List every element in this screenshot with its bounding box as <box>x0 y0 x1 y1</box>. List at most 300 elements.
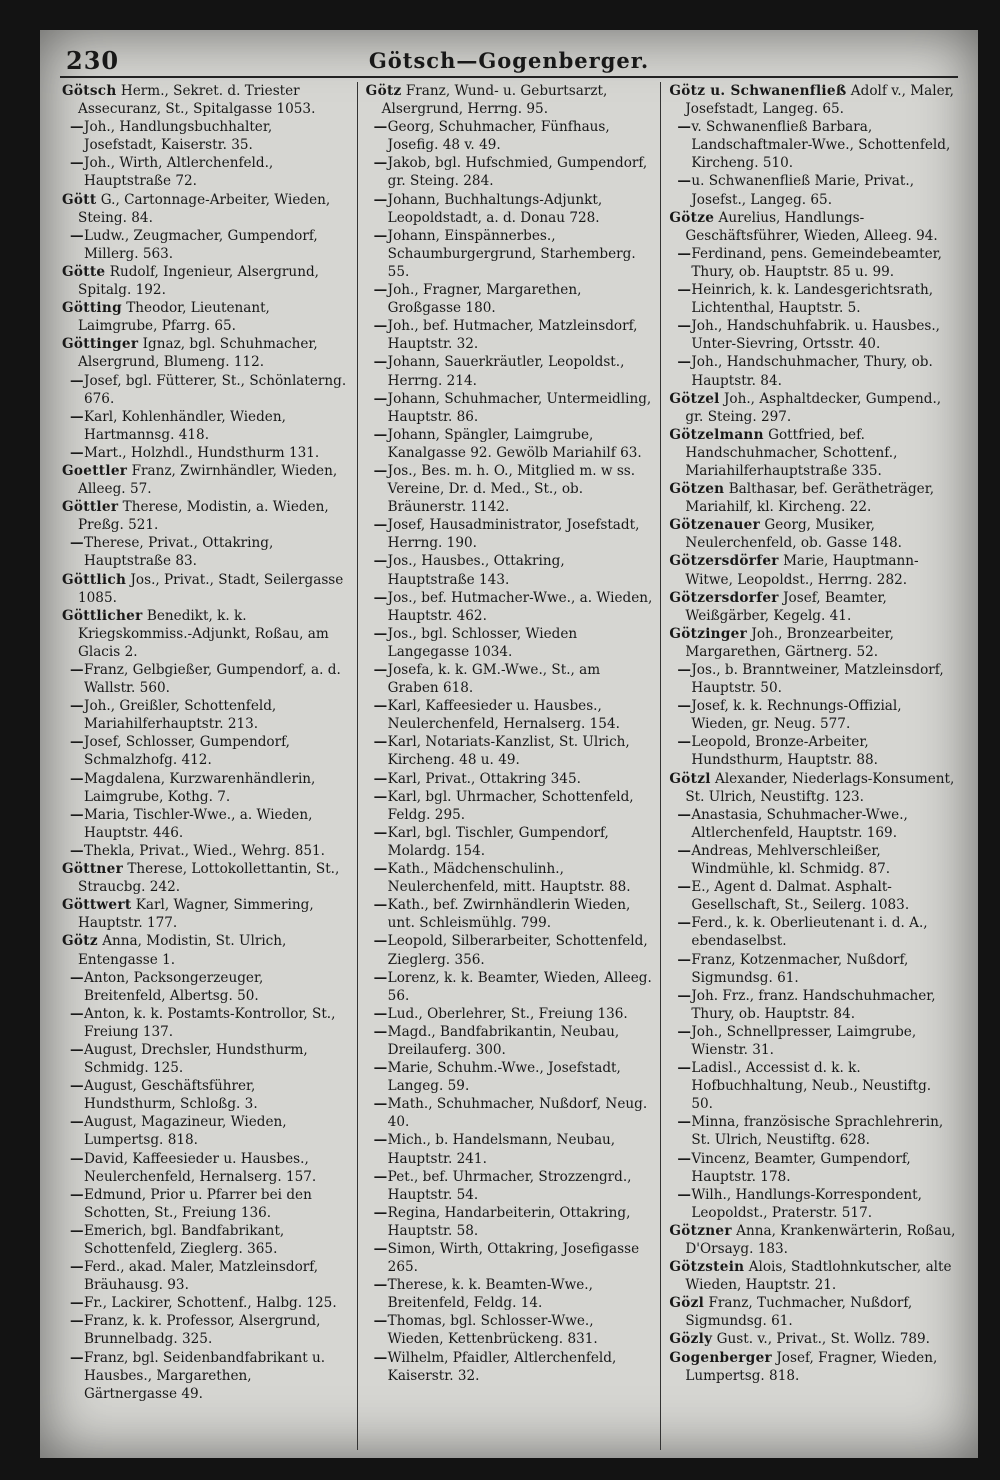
entry-text: Edmund, Prior u. Pfarrer bei den Schotten, St., Freiung 136. <box>84 1186 312 1221</box>
ditto-dash: — <box>677 698 691 715</box>
ditto-dash: — <box>373 119 388 136</box>
directory-entry <box>62 969 349 1005</box>
entry-surname: Götsch <box>62 83 117 99</box>
ditto-dash: — <box>373 318 388 335</box>
directory-entry <box>669 1222 956 1258</box>
directory-entry <box>669 1113 956 1149</box>
directory-entry <box>366 1240 653 1276</box>
ditto-dash: — <box>373 969 388 986</box>
directory-entry <box>62 1294 349 1312</box>
entry-text: Herm., Sekret. d. Triester Assecuranz, St., Spitalgasse 1053. <box>78 83 316 118</box>
ditto-dash: — <box>373 155 388 172</box>
entry-text: Vincenz, Beamter, Gumpendorf, Hauptstr. 178. <box>691 1150 911 1185</box>
entry-text: Adolf v., Maler, Josefstadt, Langeg. 65. <box>685 83 954 118</box>
ditto-dash: — <box>70 1186 84 1203</box>
directory-entry <box>366 390 653 426</box>
entry-text: Franz, bgl. Seidenbandfabrikant u. Hausbes., Margarethen, Gärtnergasse 49. <box>84 1349 326 1402</box>
directory-entry <box>669 209 956 245</box>
ditto-dash: — <box>677 318 691 335</box>
entry-surname: Götz <box>62 933 98 950</box>
entry-text: Joh., Fragner, Margarethen, Großgasse 180. <box>387 282 582 317</box>
directory-entry <box>366 1349 653 1385</box>
directory-entry <box>669 589 956 625</box>
directory-entry <box>669 82 956 118</box>
ditto-dash: — <box>70 806 84 823</box>
entry-surname: Göttlich <box>62 571 127 588</box>
directory-entry <box>366 1005 653 1023</box>
entry-text: Johann, Sauerkräutler, Leopoldst., Herrng. 214. <box>387 354 625 389</box>
entry-text: Joh., Wirth, Altlerchenfeld., Hauptstraße 72. <box>84 155 274 190</box>
entry-text: Franz, Wund- u. Geburtsarzt, Alsergrund, Herrng. 95. <box>381 83 608 118</box>
ditto-dash: — <box>70 698 84 715</box>
entry-text: Andreas, Mehlverschleißer, Windmühle, kl. Schmidg. 87. <box>691 842 891 878</box>
directory-entry <box>669 770 956 806</box>
entry-text: Johann, Spängler, Laimgrube, Kanalgasse 92. Gewölb Mariahilf 63. <box>387 426 642 461</box>
entry-text: Therese, Privat., Ottakring, Hauptstraße 83. <box>84 535 274 570</box>
column-middle <box>357 82 661 1450</box>
entry-text: Alois, Stadtlohnkutscher, alte Wieden, Hauptstr. 21. <box>685 1259 952 1294</box>
directory-entry <box>366 281 653 317</box>
directory-entry <box>366 227 653 281</box>
entry-text: Johann, Buchhaltungs-Adjunkt, Leopoldstadt, a. d. Donau 728. <box>387 191 603 226</box>
ditto-dash: — <box>373 662 388 678</box>
entry-surname: Göttwert <box>62 897 132 914</box>
ditto-dash: — <box>70 1259 84 1276</box>
directory-entry <box>669 842 956 878</box>
directory-entry <box>62 896 349 932</box>
entry-surname: Götze <box>669 209 715 226</box>
entry-text: Joh., bef. Hutmacher, Matzleinsdorf, Hauptstr. 32. <box>387 318 638 353</box>
ditto-dash: — <box>373 1060 388 1077</box>
entry-text: Anastasia, Schuhmacher-Wwe., Altlerchenfeld, Hauptstr. 169. <box>691 806 908 841</box>
ditto-dash: — <box>70 1041 84 1058</box>
entry-text: Magd., Bandfabrikantin, Neubau, Dreilauferg. 300. <box>387 1023 620 1058</box>
ditto-dash: — <box>70 662 84 678</box>
directory-page <box>40 30 978 1458</box>
ditto-dash: — <box>70 1313 84 1330</box>
entry-surname: Götting <box>62 300 122 317</box>
ditto-dash: — <box>373 1349 388 1366</box>
directory-entry <box>62 444 349 462</box>
entry-text: v. Schwanenfließ Barbara, Landschaftmaler-Wwe., Schottenfeld, Kircheng. 510. <box>691 119 951 172</box>
directory-entry <box>62 227 349 263</box>
entry-text: Wilh., Handlungs-Korrespondent, Leopoldst., Praterstr. 517. <box>691 1186 922 1221</box>
entry-text: Jos., Bes. m. h. O., Mitglied m. w ss. Vereine, Dr. d. Med., St., ob. Bräunerstr. 1142. <box>387 462 636 516</box>
entry-text: E., Agent d. Dalmat. Asphalt-Gesellschaft, St., Seilerg. 1083. <box>691 879 910 914</box>
directory-entry <box>669 1186 956 1222</box>
directory-entry <box>62 1222 349 1258</box>
directory-entry <box>669 661 956 697</box>
entry-surname: Götzelmann <box>669 426 764 443</box>
entry-text: Jos., bef. Hutmacher-Wwe., a. Wieden, Hauptstr. 462. <box>387 589 653 624</box>
ditto-dash: — <box>373 191 388 208</box>
ditto-dash: — <box>70 842 84 859</box>
directory-entry <box>366 516 653 552</box>
directory-entry <box>366 969 653 1005</box>
ditto-dash: — <box>677 245 691 262</box>
directory-entry <box>62 806 349 842</box>
entry-surname: Gözly <box>669 1331 713 1348</box>
entry-text: Karl, Notariats-Kanzlist, St. Ulrich, Kircheng. 48 u. 49. <box>387 734 630 769</box>
ditto-dash: — <box>677 354 691 371</box>
entry-text: Jos., Privat., Stadt, Seilergasse 1085. <box>78 571 344 606</box>
ditto-dash: — <box>677 734 691 751</box>
entry-text: Joh., Greißler, Schottenfeld, Mariahilferhauptstr. 213. <box>84 698 277 733</box>
directory-entry <box>62 299 349 335</box>
entry-surname: Gözl <box>669 1295 705 1312</box>
entry-text: Josef, bgl. Fütterer, St., Schönlaterng. 676. <box>84 372 347 407</box>
directory-entry <box>62 335 349 371</box>
entry-text: Joh. Frz., franz. Handschuhmacher, Thury, ob. Hauptstr. 84. <box>691 987 936 1022</box>
entry-text: Karl, Wagner, Simmering, Hauptstr. 177. <box>78 897 314 932</box>
directory-entry <box>62 932 349 968</box>
entry-text: Jos., b. Branntweiner, Matzleinsdorf, Hauptstr. 50. <box>691 662 944 697</box>
entry-text: Franz, Gelbgießer, Gumpendorf, a. d. Wallstr. 560. <box>84 662 341 697</box>
directory-entry <box>366 860 653 896</box>
entry-surname: Götzenauer <box>669 517 761 534</box>
directory-entry <box>366 1168 653 1204</box>
directory-entry <box>366 353 653 389</box>
ditto-dash: — <box>70 408 84 425</box>
entry-text: Josef, Hausadministrator, Josefstadt, Herrng. 190. <box>387 517 640 552</box>
ditto-dash: — <box>373 1241 388 1257</box>
directory-entry <box>669 1258 956 1294</box>
entry-text: Karl, Kohlenhändler, Wieden, Hartmannsg. 418. <box>84 408 286 443</box>
entry-surname: Götzersdörfer <box>669 553 779 570</box>
directory-entry <box>366 82 653 118</box>
entry-text: August, Geschäftsführer, Hundsthurm, Schloßg. 3. <box>84 1078 258 1113</box>
directory-entry <box>62 408 349 444</box>
directory-entry <box>62 1077 349 1113</box>
directory-entry <box>62 1150 349 1186</box>
ditto-dash: — <box>677 951 691 968</box>
entry-text: Ferd., akad. Maler, Matzleinsdorf, Bräuhausg. 93. <box>84 1259 319 1294</box>
entry-text: Josef, Beamter, Weißgärber, Kegelg. 41. <box>685 589 887 624</box>
directory-entry <box>669 1150 956 1186</box>
directory-entry <box>62 1005 349 1041</box>
directory-entry <box>366 1059 653 1095</box>
directory-entry <box>366 1312 653 1348</box>
directory-entry <box>669 516 956 552</box>
entry-text: Regina, Handarbeiterin, Ottakring, Hauptstr. 58. <box>387 1204 631 1239</box>
entry-text: Karl, Privat., Ottakring 345. <box>387 770 581 787</box>
page-header <box>60 46 958 78</box>
entry-text: Josefa, k. k. GM.-Wwe., St., am Graben 618. <box>387 662 601 697</box>
ditto-dash: — <box>373 1204 388 1221</box>
entry-text: Minna, französische Sprachlehrerin, St. Ulrich, Neustiftg. 628. <box>691 1114 944 1149</box>
ditto-dash: — <box>677 173 691 190</box>
ditto-dash: — <box>677 1150 691 1167</box>
entry-surname: Götzner <box>669 1222 732 1239</box>
directory-entry <box>669 390 956 426</box>
directory-entry <box>62 860 349 896</box>
entry-text: Pet., bef. Uhrmacher, Strozzengrd., Hauptstr. 54. <box>387 1168 632 1203</box>
ditto-dash: — <box>70 969 84 986</box>
directory-entry <box>366 896 653 932</box>
ditto-dash: — <box>70 535 84 552</box>
directory-entry <box>366 824 653 860</box>
entry-text: Karl, bgl. Tischler, Gumpendorf, Molardg. 154. <box>387 824 609 859</box>
directory-entry <box>669 172 956 208</box>
directory-entry <box>366 661 653 697</box>
entry-surname: Götzinger <box>669 625 748 642</box>
directory-entry <box>366 1095 653 1131</box>
directory-entry <box>366 770 653 788</box>
ditto-dash: — <box>70 1078 84 1095</box>
ditto-dash: — <box>677 987 691 1004</box>
directory-entry <box>669 625 956 661</box>
entry-text: Franz, Tuchmacher, Nußdorf, Sigmundsg. 61. <box>685 1295 913 1330</box>
directory-entry <box>62 697 349 733</box>
ditto-dash: — <box>70 372 84 389</box>
entry-surname: Gött <box>62 191 97 208</box>
ditto-dash: — <box>373 1277 388 1294</box>
directory-entry <box>669 1059 956 1113</box>
directory-entry <box>62 154 349 190</box>
entry-text: Kath., bef. Zwirnhändlerin Wieden, unt. Schleismühlg. 799. <box>387 897 631 932</box>
entry-surname: Göttner <box>62 861 124 878</box>
entry-text: Rudolf, Ingenieur, Alsergrund, Spitalg. 192. <box>78 263 319 299</box>
entry-surname: Götzl <box>669 770 711 787</box>
entry-text: Kath., Mädchenschulinh., Neulerchenfeld, mitt. Hauptstr. 88. <box>387 861 631 896</box>
ditto-dash: — <box>373 553 388 570</box>
entry-surname: Götte <box>62 263 106 280</box>
directory-entry <box>669 914 956 950</box>
ditto-dash: — <box>373 788 388 805</box>
ditto-dash: — <box>373 1168 388 1185</box>
ditto-dash: — <box>70 1222 84 1239</box>
entry-surname: Götzersdorfer <box>669 589 779 606</box>
directory-entry <box>366 1023 653 1059</box>
entry-text: Therese, Lottokollettantin, St., Straucbg. 242. <box>78 861 340 896</box>
ditto-dash: — <box>70 155 84 172</box>
entry-text: Balthasar, bef. Gerätheträger, Mariahilf, kl. Kircheng. 22. <box>685 481 935 516</box>
ditto-dash: — <box>373 390 388 407</box>
entry-text: Johann, Einspännerbes., Schaumburgergrund, Starhemberg. 55. <box>387 227 636 280</box>
ditto-dash: — <box>677 1060 691 1077</box>
entry-text: Maria, Tischler-Wwe., a. Wieden, Hauptstr. 446. <box>84 806 313 841</box>
entry-surname: Gogenberger <box>669 1349 772 1366</box>
column-right <box>660 82 964 1450</box>
directory-entry <box>62 462 349 498</box>
ditto-dash: — <box>677 662 691 678</box>
entry-text: Ferd., k. k. Oberlieutenant i. d. A., ebendaselbst. <box>691 915 928 950</box>
ditto-dash: — <box>373 517 388 534</box>
entry-text: Ladisl., Accessist d. k. k. Hofbuchhaltung, Neub., Neustiftg. 50. <box>691 1060 932 1113</box>
directory-entry <box>366 118 653 154</box>
columns <box>54 82 964 1450</box>
entry-text: Therese, k. k. Beamten-Wwe., Breitenfeld, Feldg. 14. <box>387 1277 593 1312</box>
ditto-dash: — <box>373 589 388 606</box>
directory-entry <box>669 552 956 588</box>
entry-text: Magdalena, Kurzwarenhändlerin, Laimgrube, Kothg. 7. <box>84 770 316 805</box>
directory-entry <box>62 733 349 769</box>
directory-entry <box>62 1041 349 1077</box>
ditto-dash: — <box>677 1023 691 1040</box>
directory-entry <box>366 552 653 588</box>
directory-entry <box>669 118 956 172</box>
directory-entry <box>669 987 956 1023</box>
ditto-dash: — <box>373 770 388 787</box>
entry-text: Joh., Bronzearbeiter, Margarethen, Gärtnerg. 52. <box>685 625 894 660</box>
entry-surname: Götz u. Schwanenfließ <box>669 83 847 99</box>
entry-text: Simon, Wirth, Ottakring, Josefigasse 265. <box>387 1241 640 1276</box>
directory-entry <box>62 571 349 607</box>
entry-text: Franz, Kotzenmacher, Nußdorf, Sigmundsg. 61. <box>691 951 909 986</box>
directory-entry <box>366 1276 653 1312</box>
directory-entry <box>669 245 956 281</box>
directory-entry <box>669 1023 956 1059</box>
ditto-dash: — <box>373 933 388 950</box>
directory-entry <box>366 317 653 353</box>
entry-surname: Göttlicher <box>62 607 143 624</box>
ditto-dash: — <box>70 770 84 787</box>
entry-text: Jakob, bgl. Hufschmied, Gumpendorf, gr. Steing. 284. <box>387 155 648 190</box>
directory-entry <box>366 462 653 516</box>
ditto-dash: — <box>373 462 388 479</box>
ditto-dash: — <box>373 1096 388 1113</box>
entry-text: Karl, bgl. Uhrmacher, Schottenfeld, Feldg. 295. <box>387 788 634 823</box>
directory-entry <box>366 1204 653 1240</box>
ditto-dash: — <box>677 806 691 823</box>
directory-entry <box>669 480 956 516</box>
entry-text: Lud., Oberlehrer, St., Freiung 136. <box>387 1005 628 1022</box>
directory-entry <box>62 1312 349 1348</box>
directory-entry <box>62 1258 349 1294</box>
entry-text: Josef, Schlosser, Gumpendorf, Schmalzhofg. 412. <box>84 734 290 769</box>
ditto-dash: — <box>373 426 388 443</box>
ditto-dash: — <box>373 282 388 299</box>
entry-text: Jos., Hausbes., Ottakring, Hauptstraße 143. <box>387 553 565 588</box>
entry-text: David, Kaffeesieder u. Hausbes., Neulerchenfeld, Hernalserg. 157. <box>84 1150 317 1185</box>
page-number: 230 <box>66 46 120 75</box>
ditto-dash: — <box>373 734 388 751</box>
directory-entry <box>62 534 349 570</box>
directory-entry <box>669 353 956 389</box>
entry-text: Georg, Musiker, Neulerchenfeld, ob. Gasse 148. <box>685 517 902 552</box>
entry-surname: Götzstein <box>669 1259 745 1276</box>
entry-text: Leopold, Bronze-Arbeiter, Hundsthurm, Hauptstr. 88. <box>691 734 878 769</box>
directory-entry <box>366 788 653 824</box>
entry-text: August, Drechsler, Hundsthurm, Schmidg. 125. <box>84 1041 308 1077</box>
entry-text: Ferdinand, pens. Gemeindebeamter, Thury, ob. Hauptstr. 85 u. 99. <box>691 245 942 280</box>
entry-text: Anton, Packsongerzeuger, Breitenfeld, Albertsg. 50. <box>84 969 264 1004</box>
entry-text: Mart., Holzhdl., Hundsthurm 131. <box>84 444 320 461</box>
entry-text: Leopold, Silberarbeiter, Schottenfeld, Zieglerg. 356. <box>387 933 648 968</box>
directory-entry <box>62 661 349 697</box>
ditto-dash: — <box>373 897 388 914</box>
directory-entry <box>366 733 653 769</box>
entry-text: Josef, Fragner, Wieden, Lumpertsg. 818. <box>685 1349 938 1384</box>
entry-text: Ludw., Zeugmacher, Gumpendorf, Millerg. 563. <box>84 227 318 262</box>
entry-text: G., Cartonnage-Arbeiter, Wieden, Steing. 84. <box>78 191 331 226</box>
entry-text: Karl, Kaffeesieder u. Hausbes., Neulerchenfeld, Hernalserg. 154. <box>387 698 620 733</box>
ditto-dash: — <box>373 861 388 878</box>
directory-entry <box>669 733 956 769</box>
ditto-dash: — <box>70 227 84 244</box>
entry-surname: Göttler <box>62 499 119 516</box>
entry-text: Marie, Schuhm.-Wwe., Josefstadt, Langeg. 59. <box>387 1060 621 1095</box>
entry-text: Joh., Asphaltdecker, Gumpend., gr. Steing. 297. <box>685 390 942 425</box>
entry-text: Gust. v., Privat., St. Wollz. 789. <box>716 1331 930 1348</box>
entry-text: Georg, Schuhmacher, Fünfhaus, Josefig. 48 v. 49. <box>387 119 610 154</box>
ditto-dash: — <box>70 119 84 136</box>
entry-surname: Götzen <box>669 481 725 498</box>
directory-entry <box>669 951 956 987</box>
directory-entry <box>669 426 956 480</box>
directory-entry <box>62 498 349 534</box>
ditto-dash: — <box>373 1132 388 1149</box>
entry-text: Joh., Schnellpresser, Laimgrube, Wienstr. 31. <box>691 1023 917 1058</box>
column-left <box>54 82 357 1450</box>
entry-text: Josef, k. k. Rechnungs-Offizial, Wieden, gr. Neug. 577. <box>691 698 902 733</box>
ditto-dash: — <box>373 625 388 642</box>
ditto-dash: — <box>70 1114 84 1131</box>
entry-text: Lorenz, k. k. Beamter, Wieden, Alleeg. 56. <box>387 969 652 1004</box>
entry-text: Benedikt, k. k. Kriegskommiss.-Adjunkt, Roßau, am Glacis 2. <box>78 607 329 660</box>
ditto-dash: — <box>70 1005 84 1022</box>
directory-entry <box>62 1113 349 1149</box>
directory-entry <box>366 932 653 968</box>
directory-entry <box>669 878 956 914</box>
entry-text: Anton, k. k. Postamts-Kontrollor, St., Freiung 137. <box>84 1005 336 1040</box>
entry-surname: Götzel <box>669 390 720 407</box>
ditto-dash: — <box>677 119 691 136</box>
entry-surname: Göttinger <box>62 336 139 353</box>
ditto-dash: — <box>70 1349 84 1366</box>
entry-surname: Goettler <box>62 462 128 479</box>
ditto-dash: — <box>677 879 691 896</box>
ditto-dash: — <box>677 1186 691 1203</box>
entry-text: Heinrich, k. k. Landesgerichtsrath, Lichtenthal, Hauptstr. 5. <box>691 282 934 317</box>
entry-text: Emerich, bgl. Bandfabrikant, Schottenfeld, Zieglerg. 365. <box>84 1222 285 1257</box>
entry-text: Anna, Krankenwärterin, Roßau, D'Orsayg. 183. <box>685 1222 956 1257</box>
entry-text: Marie, Hauptmann-Witwe, Leopoldst., Herrng. 282. <box>685 553 919 588</box>
entry-text: Theodor, Lieutenant, Laimgrube, Pfarrg. 65. <box>78 300 270 335</box>
directory-entry <box>669 1330 956 1348</box>
directory-entry <box>62 1186 349 1222</box>
ditto-dash: — <box>373 698 388 715</box>
entry-text: Wilhelm, Pfaidler, Altlerchenfeld, Kaiserstr. 32. <box>387 1349 617 1384</box>
directory-entry <box>62 770 349 806</box>
entry-text: Joh., Handlungsbuchhalter, Josefstadt, Kaiserstr. 35. <box>84 119 273 154</box>
directory-entry <box>62 372 349 408</box>
entry-text: Johann, Schuhmacher, Untermeidling, Hauptstr. 86. <box>387 390 652 425</box>
directory-entry <box>669 1349 956 1385</box>
entry-text: Joh., Handschuhmacher, Thury, ob. Hauptstr. 84. <box>691 354 933 389</box>
directory-entry <box>669 317 956 353</box>
entry-text: Therese, Modistin, a. Wieden, Preßg. 521. <box>78 499 329 534</box>
entry-text: Joh., Handschuhfabrik. u. Hausbes., Unter-Sievring, Ortsstr. 40. <box>691 318 940 353</box>
entry-text: Franz, Zwirnhändler, Wieden, Alleeg. 57. <box>78 462 338 498</box>
entry-text: Gottfried, bef. Handschuhmacher, Schottenf., Mariahilferhauptstraße 335. <box>685 426 898 479</box>
entry-text: Franz, k. k. Professor, Alsergrund, Brunnelbadg. 325. <box>84 1313 321 1348</box>
ditto-dash: — <box>373 227 388 244</box>
ditto-dash: — <box>70 734 84 751</box>
directory-entry <box>62 118 349 154</box>
ditto-dash: — <box>677 915 691 932</box>
entry-text: Fr., Lackirer, Schottenf., Halbg. 125. <box>84 1295 337 1312</box>
ditto-dash: — <box>677 842 691 859</box>
ditto-dash: — <box>70 444 84 461</box>
entry-text: Thekla, Privat., Wied., Wehrg. 851. <box>84 842 325 859</box>
entry-text: Thomas, bgl. Schlosser-Wwe., Wieden, Kettenbrückeng. 831. <box>387 1313 598 1348</box>
directory-entry <box>62 82 349 118</box>
directory-entry <box>669 697 956 733</box>
ditto-dash: — <box>70 1150 84 1167</box>
ditto-dash: — <box>70 1295 84 1312</box>
ditto-dash: — <box>373 354 388 371</box>
